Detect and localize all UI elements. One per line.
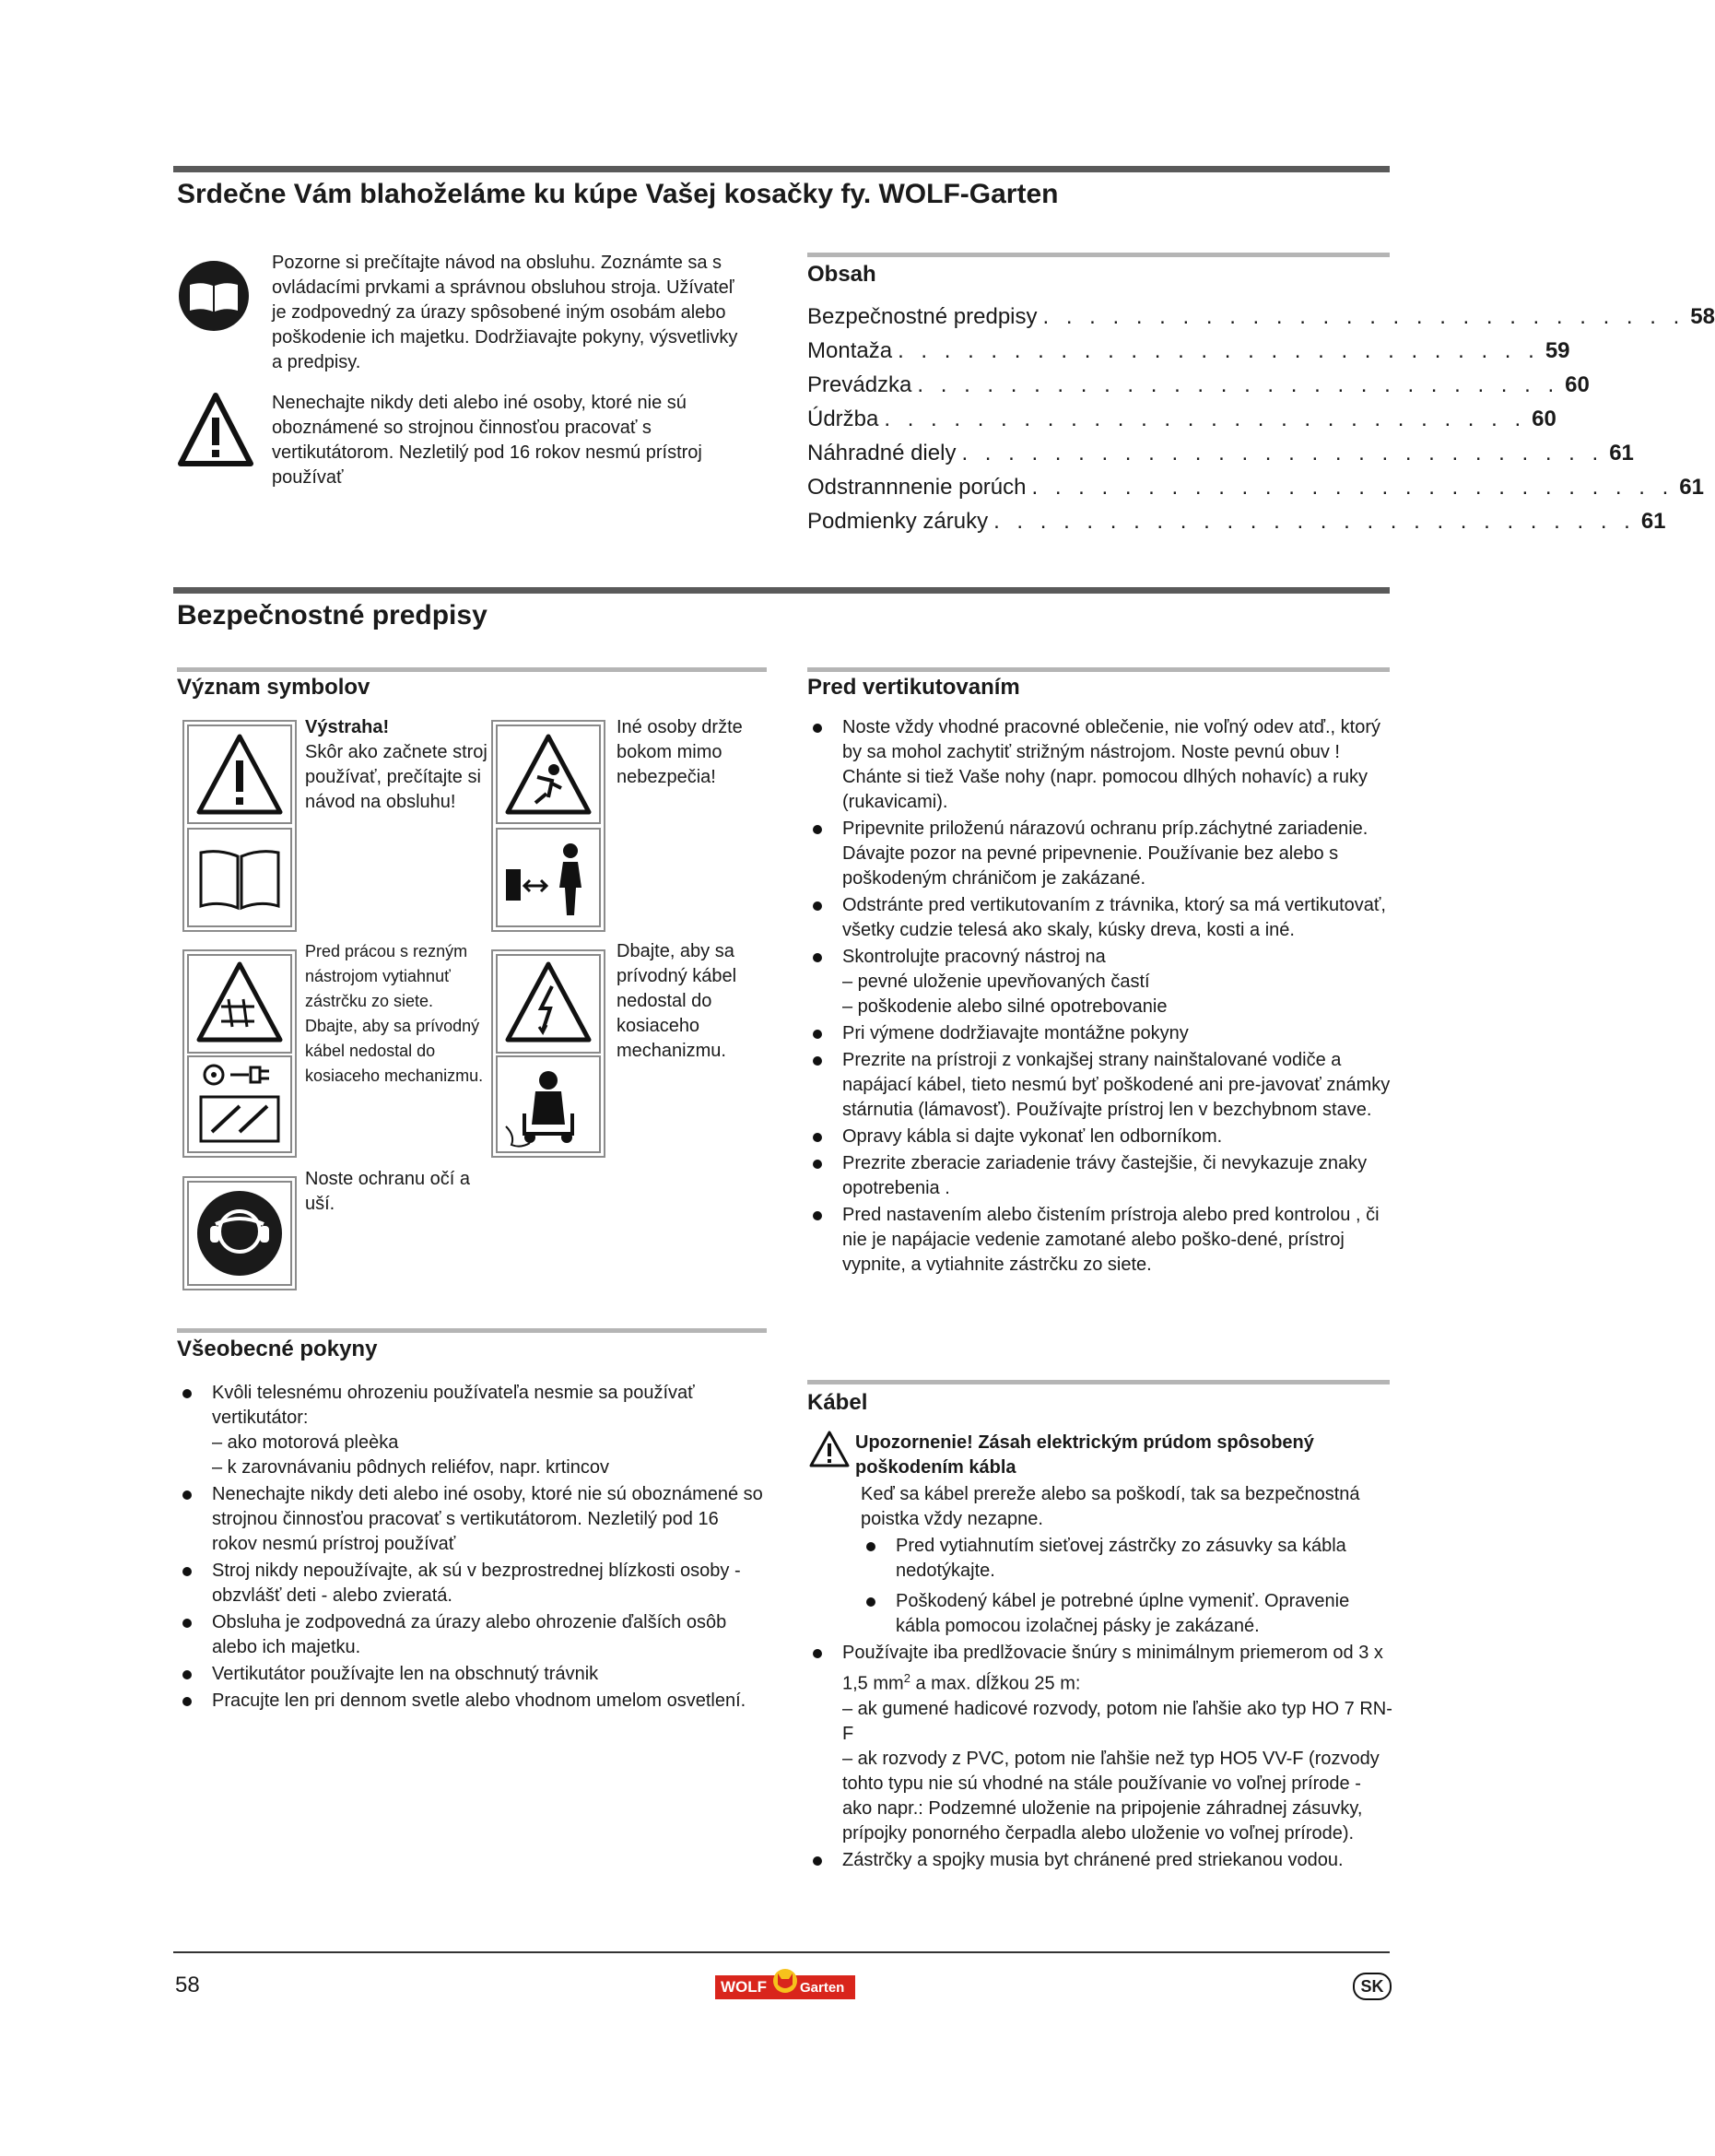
title-rule [173, 166, 1390, 172]
before-list [807, 715, 1393, 1279]
cable-list [807, 1641, 1393, 1875]
list-item: Zástrčky a spojky musia byt chránené pred striekanou vodou. [807, 1848, 1393, 1873]
symbol-eye-ear-protection [182, 1176, 297, 1290]
list-item: Obsluha je zodpovedná za úrazy alebo ohrozenie ďalších osôb alebo ich majetku. [177, 1610, 767, 1660]
safety-title: Bezpečnostné predpisy [177, 600, 487, 630]
list-item: Pri výmene dodržiavajte montážne pokyny [807, 1021, 1393, 1046]
general-list [177, 1381, 767, 1715]
toc-rule [807, 253, 1390, 257]
toc-heading: Obsah [807, 262, 876, 287]
list-item: Stroj nikdy nepoužívajte, ak sú v bezprostrednej blízkosti osoby - obzvlášť deti - alebo zvieratá. [177, 1559, 767, 1608]
symbol1-title: Výstraha! [305, 717, 390, 737]
list-item: Vertikutátor používajte len na obschnutý trávnik [177, 1662, 767, 1687]
before-rule [807, 667, 1390, 672]
symbol-keep-away [491, 720, 605, 932]
list-item: Opravy kábla si dajte vykonať len odborníkom. [807, 1125, 1393, 1149]
warning-icon [177, 392, 254, 467]
symbol-unplug-before-work [182, 949, 297, 1158]
symbol2-desc: Iné osoby držte bokom mimo nebezpečia! [617, 717, 743, 787]
list-item: Pred nastavením alebo čistením prístroja alebo pred kontrolou , či nie je napájacie vedenie zamotané alebo poško-dené, prístroj vypnite, a vytiahnite zástrčku zo siete. [807, 1203, 1393, 1278]
page-number: 58 [175, 1973, 200, 1997]
list-item: Pred vytiahnutím sieťovej zástrčky zo zásuvky sa kábla nedotýkajte. [861, 1534, 1393, 1584]
page-title: Srdečne Vám blahoželáme ku kúpe Vašej kosačky fy. WOLF-Garten [177, 179, 1059, 209]
book-icon [177, 259, 251, 333]
list-item: Poškodený kábel je potrebné úplne vymeniť. Opravenie kábla pomocou izolačnej pásky je zakázané. [861, 1589, 1393, 1639]
toc-item[interactable]: Bezpečnostné predpisy . . . . . . . . . . . . . . . . . . . . . . . . . . . . 58 [807, 304, 1715, 329]
symbol3-desc: Pred prácou s rezným nástrojom vytiahnuť zástrčku zo siete. [305, 942, 468, 1010]
cable-heading: Kábel [807, 1390, 868, 1415]
before-heading: Pred vertikutovaním [807, 675, 1020, 700]
symbol-warning-read-manual [182, 720, 297, 932]
symbol1-text [305, 715, 489, 815]
symbol4-desc: Dbajte, aby sa prívodný kábel nedostal do kosiaceho mechanizmu. [617, 941, 737, 1061]
intro-children-warning-text: Nenechajte nikdy deti alebo iné osoby, ktoré nie sú oboznámené so strojnou činnosťou pracovať s vertikutátorom. Nezletilý pod 16 rokov nesmú prístroj používať [272, 393, 702, 488]
toc-item[interactable]: Údržba . . . . . . . . . . . . . . . . . . . . . . . . . . . . 60 [807, 406, 1556, 431]
symbol3-text [305, 939, 489, 1089]
list-item: Používajte iba predlžovacie šnúry s minimálnym priemerom od 3 x 1,5 $mm^2$ a max. dĺžkou 25 m: – ak gumené hadicové rozvody, potom nie ľahšie ako typ HO 7 RN-F – ak rozvody z PVC, potom nie ľahšie než typ HO5 VV-F (rozvody tohto typu nie sú vhodné na stále používanie vo voľnej prírode - ako napr.: Podzemné uloženie na pripojenie záhradnej zásuvky, prípojky ponorného čerpadla alebo uloženie vo voľnej prírode). [807, 1641, 1393, 1846]
cable-warning-text: Keď sa kábel prereže alebo sa poškodí, tak sa bezpečnostná poistka vždy nezapne. [861, 1484, 1360, 1529]
toc-item[interactable]: Montaža . . . . . . . . . . . . . . . . . . . . . . . . . . . . 59 [807, 338, 1570, 363]
list-item: Odstránte pred vertikutovaním z trávnika, ktorý sa má vertikutovať, všetky cudzie telesá ako skaly, kúsky dreva, kosti a iné. [807, 893, 1393, 943]
language-badge: SK [1353, 1973, 1392, 2000]
symbol-cable-hazard [491, 949, 605, 1158]
cable-warning-list [861, 1534, 1393, 1641]
toc-item[interactable]: Podmienky záruky . . . . . . . . . . . . . . . . . . . . . . . . . . . . 61 [807, 509, 1666, 534]
general-rule [177, 1328, 767, 1333]
cable-warning-title: Upozornenie! Zásah elektrickým prúdom spôsobený poškodením kábla [855, 1432, 1314, 1478]
toc-item[interactable]: Prevádzka . . . . . . . . . . . . . . . . . . . . . . . . . . . . 60 [807, 372, 1590, 397]
symbol5-desc: Noste ochranu očí a uší. [305, 1169, 470, 1214]
list-item: Pracujte len pri dennom svetle alebo vhodnom umelom osvetlení. [177, 1689, 767, 1714]
list-item: Noste vždy vhodné pracovné oblečenie, nie voľný odev atď., ktorý by sa mohol zachytiť strižným nástrojom. Noste pevnú obuv ! Chánte si tiež Vaše nohy (napr. pomocou dlhých nohavíc) a ruky (rukavicami). [807, 715, 1393, 815]
symbol3-desc2: Dbajte, aby sa prívodný kábel nedostal do kosiaceho mechanizmu. [305, 1017, 484, 1085]
safety-rule [173, 587, 1390, 594]
toc-item[interactable]: Náhradné diely . . . . . . . . . . . . . . . . . . . . . . . . . . . . 61 [807, 441, 1634, 465]
general-heading: Všeobecné pokyny [177, 1337, 378, 1361]
wolf-garten-logo: WOLF Garten [715, 1968, 855, 2001]
symbol1-desc: Skôr ako začnete stroj používať, prečítajte si návod na obsluhu! [305, 742, 487, 812]
intro-read-manual-text: Pozorne si prečítajte návod na obsluhu. Zoznámte sa s ovládacími prvkami a správnou obsluhou stroja. Užívateľ je zodpovedný za úrazy spôsobené iným osobám alebo poškodenie ich majetku. Dodržiavajte pokyny, výsvetlivky a predpisy. [272, 253, 738, 372]
footer-rule [173, 1951, 1390, 1953]
list-item: Pripevnite priloženú nárazovú ochranu príp.záchytné zariadenie. Dávajte pozor na pevné pripevnenie. Používanie bez alebo s poškodeným chráničom je zakázané. [807, 817, 1393, 891]
cable-warning-icon [809, 1431, 850, 1467]
list-item: Skontrolujte pracovný nástroj na – pevné uloženie upevňovaných častí – poškodenie alebo silné opotrebovanie [807, 945, 1393, 1019]
symbols-heading: Význam symbolov [177, 675, 370, 700]
symbols-rule [177, 667, 767, 672]
list-item: Kvôli telesnému ohrozeniu používateľa nesmie sa používať vertikutátor: – ako motorová pleèka – k zarovnávaniu pôdnych reliéfov, napr. krtincov [177, 1381, 767, 1480]
toc-item[interactable]: Odstrannnenie porúch . . . . . . . . . . . . . . . . . . . . . . . . . . . . 61 [807, 475, 1704, 500]
list-item: Prezrite zberacie zariadenie trávy častejšie, či nevykazuje znaky opotrebenia . [807, 1151, 1393, 1201]
list-item: Nenechajte nikdy deti alebo iné osoby, ktoré nie sú oboznámené so strojnou činnosťou pracovať s vertikutátorom. Nezletilý pod 16 rokov nesmú prístroj používať [177, 1482, 767, 1557]
list-item: Prezrite na prístroji z vonkajšej strany nainštalované vodiče a napájací kábel, tieto nesmú byť poškodené ani pre-javovať známky stárnutia (lámavosť). Používajte prístroj len v bezchybnom stave. [807, 1048, 1393, 1123]
cable-rule [807, 1380, 1390, 1384]
